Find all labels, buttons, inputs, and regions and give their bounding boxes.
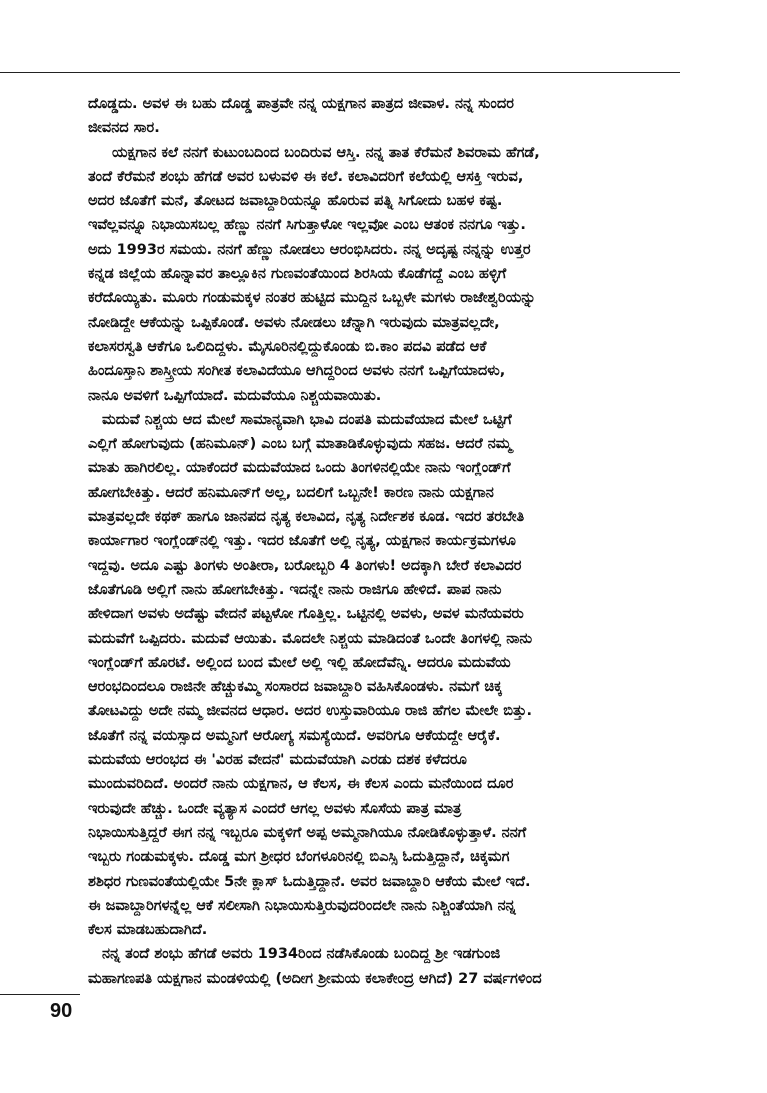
- text-line: ತೋಟವಿದ್ದು ಅದೇ ನಮ್ಮ ಜೀವನದ ಆಧಾರ. ಅದರ ಉಸ್ತುವಾರಿಯೂ ರಾಜಿ ಹೆಗಲ ಮೇಲೇ ಬಿತ್ತು.: [88, 703, 532, 720]
- text-line: ಕಾರ್ಯಾಗಾರ ಇಂಗ್ಲೆಂಡ್‌ನಲ್ಲಿ ಇತ್ತು. ಇದರ ಜೊತೆಗೆ ಅಲ್ಲಿ ನೃತ್ಯ, ಯಕ್ಷಗಾನ ಕಾರ್ಯಕ್ರಮಗಳೂ: [88, 533, 516, 550]
- text-line: ಹೋಗಬೇಕಿತ್ತು. ಆದರೆ ಹನಿಮೂನ್‌ಗೆ ಅಲ್ಲ, ಬದಲಿಗೆ ಒಬ್ಬನೇ! ಕಾರಣ ನಾನು ಯಕ್ಷಗಾನ: [88, 484, 494, 501]
- text-line: ಮುಂದುವರಿದಿದೆ. ಅಂದರೆ ನಾನು ಯಕ್ಷಗಾನ, ಆ ಕೆಲಸ, ಈ ಕೆಲಸ ಎಂದು ಮನೆಯಿಂದ ದೂರ: [88, 776, 514, 793]
- text-line: ಮದುವೆಗೆ ಒಪ್ಪಿದರು. ಮದುವೆ ಆಯಿತು. ಮೊದಲೇ ನಿಶ್ಚಯ ಮಾಡಿದಂತೆ ಒಂದೇ ತಿಂಗಳಲ್ಲಿ ನಾನು: [88, 630, 533, 647]
- text-line: ಮಾತ್ರವಲ್ಲದೇ ಕಥಕ್ ಹಾಗೂ ಜಾನಪದ ನೃತ್ಯ ಕಲಾವಿದ, ನೃತ್ಯ ನಿರ್ದೇಶಕ ಕೂಡ. ಇದರ ತರಬೇತಿ: [88, 509, 525, 526]
- text-line: ಮದುವೆಯ ಆರಂಭದ ಈ 'ವಿರಹ ವೇದನೆ' ಮದುವೆಯಾಗಿ ಎರಡು ದಶಕ ಕಳೆದರೂ: [88, 752, 467, 769]
- text-line: ಕೆಲಸ ಮಾಡಬಹುದಾಗಿದೆ.: [88, 922, 208, 939]
- text-line: ಆರಂಭದಿಂದಲೂ ರಾಜಿನೇ ಹೆಚ್ಚುಕಮ್ಮಿ ಸಂಸಾರದ ಜವಾಬ್ದಾರಿ ವಹಿಸಿಕೊಂಡಳು. ನಮಗೆ ಚಿಕ್ಕ: [88, 679, 503, 696]
- text-line: ಅದರ ಜೊತೆಗೆ ಮನೆ, ತೋಟದ ಜವಾಬ್ದಾರಿಯನ್ನೂ ಹೊರುವ ಪತ್ನಿ ಸಿಗೋದು ಬಹಳ ಕಷ್ಟ.: [88, 193, 503, 210]
- text-line: ಜೊತೆಗೂಡಿ ಅಲ್ಲಿಗೆ ನಾನು ಹೋಗಬೇಕಿತ್ತು. ಇದನ್ನೇ ನಾನು ರಾಜಿಗೂ ಹೇಳಿದೆ. ಪಾಪ ನಾನು: [88, 581, 502, 598]
- text-line: ಜೊತೆಗೆ ನನ್ನ ವಯಸ್ಸಾದ ಅಮ್ಮನಿಗೆ ಆರೋಗ್ಯ ಸಮಸ್ಯೆಯಿದೆ. ಅವರಿಗೂ ಆಕೆಯದ್ದೇ ಆರೈಕೆ.: [88, 727, 501, 744]
- text-line: ಮಹಾಗಣಪತಿ ಯಕ್ಷಗಾನ ಮಂಡಳಿಯಲ್ಲಿ (ಅದೀಗ ಶ್ರೀಮಯ ಕಲಾಕೇಂದ್ರ ಆಗಿದೆ) 27 ವರ್ಷಗಳಿಂದ: [88, 970, 542, 987]
- text-line: ಅದು 1993ರ ಸಮಯ. ನನಗೆ ಹೆಣ್ಣು ನೋಡಲು ಆರಂಭಿಸಿದರು. ನನ್ನ ಅದೃಷ್ಟ ನನ್ನನ್ನು ಉತ್ತರ: [88, 241, 531, 258]
- text-line: ಕರೆದೊಯ್ಯಿತು. ಮೂರು ಗಂಡುಮಕ್ಕಳ ನಂತರ ಹುಟ್ಟಿದ ಮುದ್ದಿನ ಒಬ್ಬಳೇ ಮಗಳು ರಾಜೇಶ್ವರಿಯನ್ನು: [88, 290, 536, 307]
- paragraph-start-line: ಮದುವೆ ನಿಶ್ಚಯ ಆದ ಮೇಲೆ ಸಾಮಾನ್ಯವಾಗಿ ಭಾವಿ ದಂಪತಿ ಮದುವೆಯಾದ ಮೇಲೆ ಒಟ್ಟಿಗೆ: [102, 411, 512, 428]
- text-line: ಹಿಂದೂಸ್ತಾನಿ ಶಾಸ್ತ್ರೀಯ ಸಂಗೀತ ಕಲಾವಿದೆಯೂ ಆಗಿದ್ದರಿಂದ ಅವಳು ನನಗೆ ಒಪ್ಪಿಗೆಯಾದಳು,: [88, 363, 506, 380]
- text-line: ನಿಭಾಯಿಸುತ್ತಿದ್ದರೆ ಈಗ ನನ್ನ ಇಬ್ಬರೂ ಮಕ್ಕಳಿಗೆ ಅಪ್ಪ ಅಮ್ಮನಾಗಿಯೂ ನೋಡಿಕೊಳ್ಳುತ್ತಾಳೆ. ನನಗೆ: [88, 824, 527, 841]
- paragraph-start-line: ನನ್ನ ತಂದೆ ಶಂಭು ಹೆಗಡೆ ಅವರು 1934ರಿಂದ ನಡೆಸಿಕೊಂಡು ಬಂದಿದ್ದ ಶ್ರೀ ಇಡಗುಂಜಿ: [102, 946, 501, 963]
- text-line: ಕಲಾಸರಸ್ವತಿ ಆಕೆಗೂ ಒಲಿದಿದ್ದಳು. ಮೈಸೂರಿನಲ್ಲಿದ್ದುಕೊಂಡು ಬಿ.ಕಾಂ ಪದವಿ ಪಡೆದ ಆಕೆ: [88, 338, 487, 355]
- paragraph-start-line: ಯಕ್ಷಗಾನ ಕಲೆ ನನಗೆ ಕುಟುಂಬದಿಂದ ಬಂದಿರುವ ಆಸ್ತಿ. ನನ್ನ ತಾತ ಕೆರೆಮನೆ ಶಿವರಾಮ ಹೆಗಡೆ,: [112, 144, 540, 161]
- text-line: ಇರುವುದೇ ಹೆಚ್ಚು. ಒಂದೇ ವ್ಯತ್ಯಾಸ ಎಂದರೆ ಆಗಲ್ಲ ಅವಳು ಸೊಸೆಯ ಪಾತ್ರ ಮಾತ್ರ: [88, 800, 462, 817]
- top-rule: [0, 72, 680, 73]
- text-line: ನಾನೂ ಅವಳಿಗೆ ಒಪ್ಪಿಗೆಯಾದೆ. ಮದುವೆಯೂ ನಿಶ್ಚಯವಾಯಿತು.: [88, 387, 382, 404]
- text-line: ಕನ್ನಡ ಜಿಲ್ಲೆಯ ಹೊನ್ನಾವರ ತಾಲ್ಲೂಕಿನ ಗುಣವಂತೆಯಿಂದ ಶಿರಸಿಯ ಕೊಡೆಗದ್ದೆ ಎಂಬ ಹಳ್ಳಿಗೆ: [88, 266, 507, 283]
- text-line: ನೋಡಿದ್ದೇ ಆಕೆಯನ್ನು ಒಪ್ಪಿಕೊಂಡೆ. ಅವಳು ನೋಡಲು ಚೆನ್ನಾಗಿ ಇರುವುದು ಮಾತ್ರವಲ್ಲದೇ,: [88, 314, 500, 331]
- text-line: ಹೇಳಿದಾಗ ಅವಳು ಅದೆಷ್ಟು ವೇದನೆ ಪಟ್ಟಳೋ ಗೊತ್ತಿಲ್ಲ. ಒಟ್ಟಿನಲ್ಲಿ ಅವಳು, ಅವಳ ಮನೆಯವರು: [88, 606, 524, 623]
- text-line: ಇವೆಲ್ಲವನ್ನೂ ನಿಭಾಯಿಸಬಲ್ಲ ಹೆಣ್ಣು ನನಗೆ ಸಿಗುತ್ತಾಳೋ ಇಲ್ಲವೋ ಎಂಬ ಆತಂಕ ನನಗೂ ಇತ್ತು.: [88, 217, 526, 234]
- text-line: ಇದ್ದವು. ಅದೂ ಎಷ್ಟು ತಿಂಗಳು ಅಂತೀರಾ, ಬರೋಬ್ಬರಿ 4 ತಿಂಗಳು! ಅದಕ್ಕಾಗಿ ಬೇರೆ ಕಲಾವಿದರ: [88, 557, 522, 574]
- text-line: ಶಶಿಧರ ಗುಣವಂತೆಯಲ್ಲಿಯೇ 5ನೇ ಕ್ಲಾಸ್ ಓದುತ್ತಿದ್ದಾನೆ. ಅವರ ಜವಾಬ್ದಾರಿ ಆಕೆಯ ಮೇಲೆ ಇದೆ.: [88, 873, 531, 890]
- page-number: 90: [50, 1000, 73, 1022]
- footer-rule: [0, 994, 80, 995]
- text-line: ಈ ಜವಾಬ್ದಾರಿಗಳನ್ನೆಲ್ಲ ಆಕೆ ಸಲೀಸಾಗಿ ನಿಭಾಯಿಸುತ್ತಿರುವುದರಿಂದಲೇ ನಾನು ನಿಶ್ಚಿಂತೆಯಾಗಿ ನನ್ನ: [88, 897, 516, 914]
- text-line: ಇಬ್ಬರು ಗಂಡುಮಕ್ಕಳು. ದೊಡ್ಡ ಮಗ ಶ್ರೀಧರ ಬೆಂಗಳೂರಿನಲ್ಲಿ ಬಿಎಸ್ಸಿ ಓದುತ್ತಿದ್ದಾನೆ, ಚಿಕ್ಕಮಗ: [88, 849, 510, 866]
- text-line: ಜೀವನದ ಸಾರ.: [88, 120, 160, 137]
- text-line: ತಂದೆ ಕೆರೆಮನೆ ಶಂಭು ಹೆಗಡೆ ಅವರ ಬಳುವಳಿ ಈ ಕಲೆ. ಕಲಾವಿದರಿಗೆ ಕಲೆಯಲ್ಲಿ ಆಸಕ್ತಿ ಇರುವ,: [88, 168, 524, 185]
- text-line: ಇಂಗ್ಲೆಂಡ್‌ಗೆ ಹೊರಟೆ. ಅಲ್ಲಿಂದ ಬಂದ ಮೇಲೆ ಅಲ್ಲಿ ಇಲ್ಲಿ ಹೋದೆವೆನ್ನಿ. ಆದರೂ ಮದುವೆಯ: [88, 654, 511, 671]
- body-text: [88, 92, 688, 991]
- text-line: ಎಲ್ಲಿಗೆ ಹೋಗುವುದು (ಹನಿಮೂನ್) ಎಂಬ ಬಗ್ಗೆ ಮಾತಾಡಿಕೊಳ್ಳುವುದು ಸಹಜ. ಆದರೆ ನಮ್ಮ: [88, 436, 512, 453]
- text-line: ದೊಡ್ಡದು. ಅವಳ ಈ ಬಹು ದೊಡ್ಡ ಪಾತ್ರವೇ ನನ್ನ ಯಕ್ಷಗಾನ ಪಾತ್ರದ ಜೀವಾಳ. ನನ್ನ ಸುಂದರ: [88, 96, 514, 112]
- text-line: ಮಾತು ಹಾಗಿರಲಿಲ್ಲ. ಯಾಕೆಂದರೆ ಮದುವೆಯಾದ ಒಂದು ತಿಂಗಳಿನಲ್ಲಿಯೇ ನಾನು ಇಂಗ್ಲೆಂಡ್‌ಗೆ: [88, 460, 511, 477]
